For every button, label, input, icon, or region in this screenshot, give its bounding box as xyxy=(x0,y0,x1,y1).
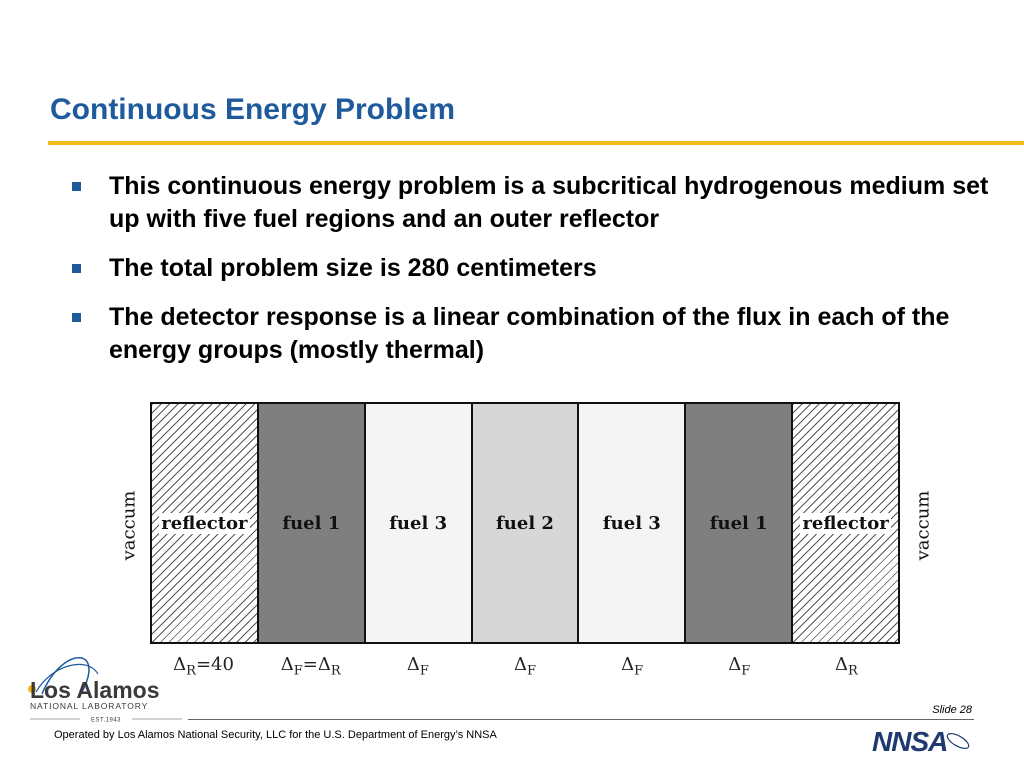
slide-number: Slide 28 xyxy=(932,704,972,716)
nnsa-atom-icon xyxy=(945,731,971,752)
width-label: $\Delta_R$ xyxy=(835,654,858,679)
nnsa-logo-text: NNSA xyxy=(872,726,948,757)
region-label: reflector xyxy=(802,512,889,534)
region-reflector-left xyxy=(152,404,259,642)
region-fuel-1-left xyxy=(259,404,366,642)
region-fuel-2 xyxy=(473,404,580,642)
width-label: $\Delta_F$ xyxy=(621,654,644,679)
nnsa-logo xyxy=(872,724,976,758)
region-label: fuel 3 xyxy=(389,512,448,534)
region-label: fuel 3 xyxy=(602,512,661,534)
slab-diagram xyxy=(150,402,900,644)
bullet-square-icon xyxy=(72,313,81,322)
slide-title: Continuous Energy Problem xyxy=(50,93,456,126)
bullet-text: This continuous energy problem is a subcritical hydrogenous medium set up with five fuel regions and an outer reflector xyxy=(109,172,989,233)
region-label: fuel 1 xyxy=(282,512,341,534)
region-fuel-1-right xyxy=(686,404,793,642)
title-underline xyxy=(48,141,1024,145)
region-label: fuel 1 xyxy=(709,512,768,534)
bullet-square-icon xyxy=(72,182,81,191)
lanl-logo xyxy=(22,648,187,728)
vaccum-right-label: vaccum xyxy=(912,490,934,560)
operated-by-text: Operated by Los Alamos National Security, LLC for the U.S. Department of Energy’s NNSA xyxy=(54,729,497,741)
bullet-square-icon xyxy=(72,264,81,273)
width-label: $\Delta_F=\Delta_R$ xyxy=(280,654,341,679)
lanl-logo-established: EST.1943 xyxy=(90,717,122,724)
bullet-text: The total problem size is 280 centimeters xyxy=(109,254,597,282)
width-labels xyxy=(150,654,900,679)
region-label: fuel 2 xyxy=(496,512,554,534)
width-label: $\Delta_F$ xyxy=(728,654,751,679)
vaccum-left-label: vaccum xyxy=(118,490,140,560)
lanl-logo-subtitle: NATIONAL LABORATORY xyxy=(30,701,149,711)
footer-divider xyxy=(188,719,974,720)
bullet-list xyxy=(72,170,992,383)
region-fuel-3-left xyxy=(366,404,473,642)
bullet-text: The detector response is a linear combination of the flux in each of the energy groups (mostly thermal) xyxy=(109,303,950,364)
region-fuel-3-right xyxy=(579,404,686,642)
width-label: $\Delta_R=40$ xyxy=(173,654,234,679)
bullet-item xyxy=(72,252,992,285)
bullet-item xyxy=(72,301,992,367)
region-reflector-right xyxy=(793,404,898,642)
bullet-item xyxy=(72,170,992,236)
width-label: $\Delta_F$ xyxy=(406,654,429,679)
width-label: $\Delta_F$ xyxy=(513,654,536,679)
lanl-logo-name: Los Alamos xyxy=(30,677,160,703)
region-label: reflector xyxy=(161,512,248,534)
